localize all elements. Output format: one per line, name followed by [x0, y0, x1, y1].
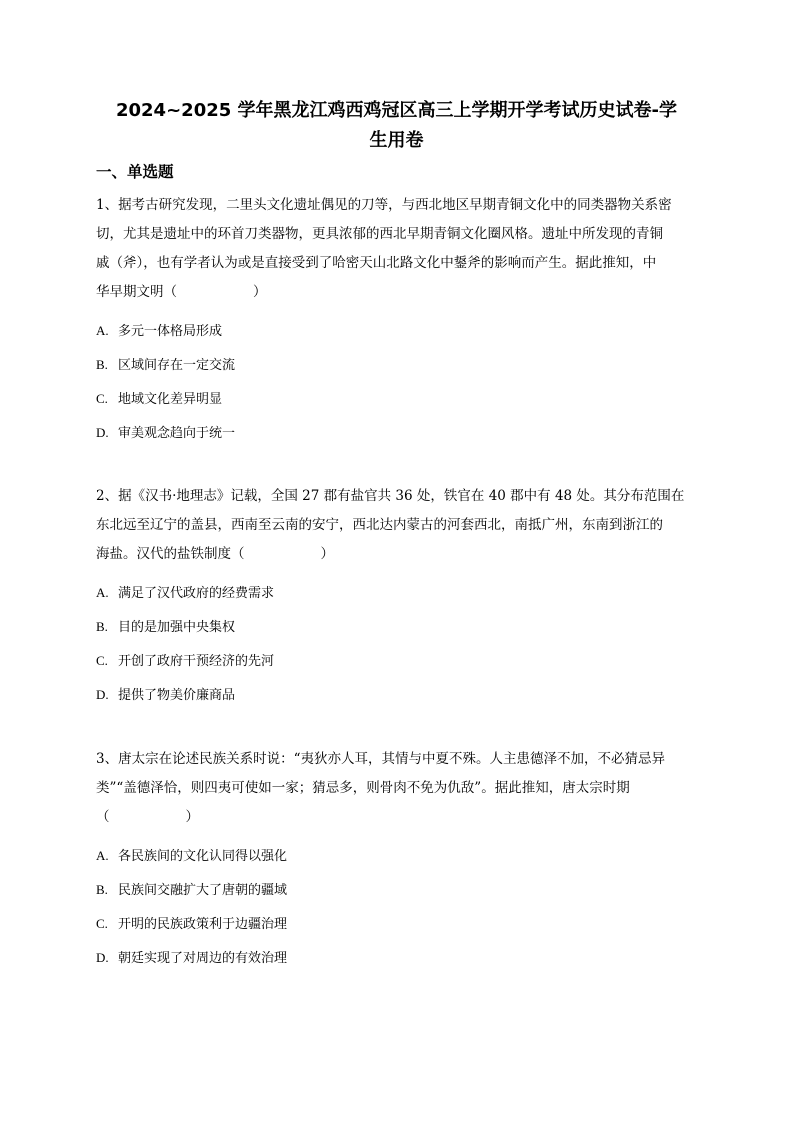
question-2-stem-close: ）	[320, 546, 334, 562]
option-c[interactable]	[96, 389, 700, 409]
option-d[interactable]	[96, 948, 700, 968]
option-letter: A.	[96, 585, 109, 600]
option-letter: D.	[96, 950, 109, 965]
question-2-stem-line: 东北远至辽宁的盖县，西南至云南的安宁，西北达内蒙古的河套西北，南抵广州，东南到浙江的	[96, 517, 663, 533]
option-d[interactable]	[96, 685, 700, 705]
option-letter: C.	[96, 653, 108, 668]
option-letter: B.	[96, 882, 108, 897]
option-a[interactable]	[96, 846, 700, 866]
option-letter: D.	[96, 425, 109, 440]
option-letter: D.	[96, 687, 109, 702]
option-text: 各民族间的文化认同得以强化	[118, 849, 288, 864]
option-a[interactable]	[96, 321, 700, 341]
option-text: 目的是加强中央集权	[118, 620, 236, 635]
option-b[interactable]	[96, 880, 700, 900]
question-3-stem-close: ）	[185, 809, 199, 825]
option-text: 多元一体格局形成	[118, 324, 223, 339]
option-text: 朝廷实现了对周边的有效治理	[118, 951, 288, 966]
question-3-stem-line: 类”“盖德泽恰，则四夷可使如一家；猜忌多，则骨肉不免为仇敌”。据此推知，唐太宗时期	[96, 780, 630, 796]
question-2-stem-line: 海盐。汉代的盐铁制度（	[96, 546, 245, 562]
question-1	[96, 191, 700, 443]
option-text: 提供了物美价廉商品	[118, 688, 236, 703]
question-3-stem-line: （	[96, 809, 110, 825]
option-letter: A.	[96, 848, 109, 863]
question-2-stem	[96, 482, 700, 569]
exam-title	[90, 96, 703, 156]
option-b[interactable]	[96, 617, 700, 637]
exam-title-line-2: 生用卷	[369, 130, 424, 151]
option-c[interactable]	[96, 651, 700, 671]
question-2-stem-line: 2、据《汉书·地理志》记载，全国 27 郡有盐官共 36 处，铁官在 40 郡中有 48 处。其分布范围在	[96, 488, 685, 504]
question-3	[96, 745, 700, 968]
option-d[interactable]	[96, 423, 700, 443]
option-text: 区域间存在一定交流	[118, 358, 236, 373]
question-3-stem	[96, 745, 700, 832]
option-text: 审美观念趋向于统一	[118, 426, 236, 441]
option-letter: B.	[96, 619, 108, 634]
option-text: 满足了汉代政府的经费需求	[118, 586, 275, 601]
question-3-options	[96, 846, 700, 968]
option-letter: A.	[96, 323, 109, 338]
question-1-stem-line: 1、据考古研究发现，二里头文化遗址偶见的刀等，与西北地区早期青铜文化中的同类器物关系密	[96, 197, 672, 213]
option-letter: B.	[96, 357, 108, 372]
option-text: 开明的民族政策利于边疆治理	[118, 917, 288, 932]
question-2	[96, 482, 700, 705]
question-1-stem-line: 切，尤其是遗址中的环首刀类器物，更具浓郁的西北早期青铜文化圈风格。遗址中所发现的青铜	[96, 226, 663, 242]
option-text: 民族间交融扩大了唐朝的疆域	[118, 883, 288, 898]
question-3-stem-line: 3、唐太宗在论述民族关系时说：“夷狄亦人耳，其情与中夏不殊。人主患德泽不加，不必猜忌异	[96, 751, 665, 767]
question-1-stem	[96, 191, 700, 307]
option-letter: C.	[96, 916, 108, 931]
question-2-options	[96, 583, 700, 705]
option-c[interactable]	[96, 914, 700, 934]
option-text: 地域文化差异明显	[118, 392, 223, 407]
section-heading: 一、单选题	[96, 163, 174, 181]
option-a[interactable]	[96, 583, 700, 603]
option-b[interactable]	[96, 355, 700, 375]
exam-title-line-1: 2024~2025 学年黑龙江鸡西鸡冠区高三上学期开学考试历史试卷-学	[115, 100, 677, 121]
question-1-options	[96, 321, 700, 443]
question-1-stem-close: ）	[253, 284, 267, 300]
option-text: 开创了政府干预经济的先河	[118, 654, 275, 669]
question-1-stem-line: 戚（斧），也有学者认为或是直接受到了哈密天山北路文化中鋬斧的影响而产生。据此推知，中	[96, 255, 657, 271]
question-1-stem-line: 华早期文明（	[96, 284, 177, 300]
option-letter: C.	[96, 391, 108, 406]
